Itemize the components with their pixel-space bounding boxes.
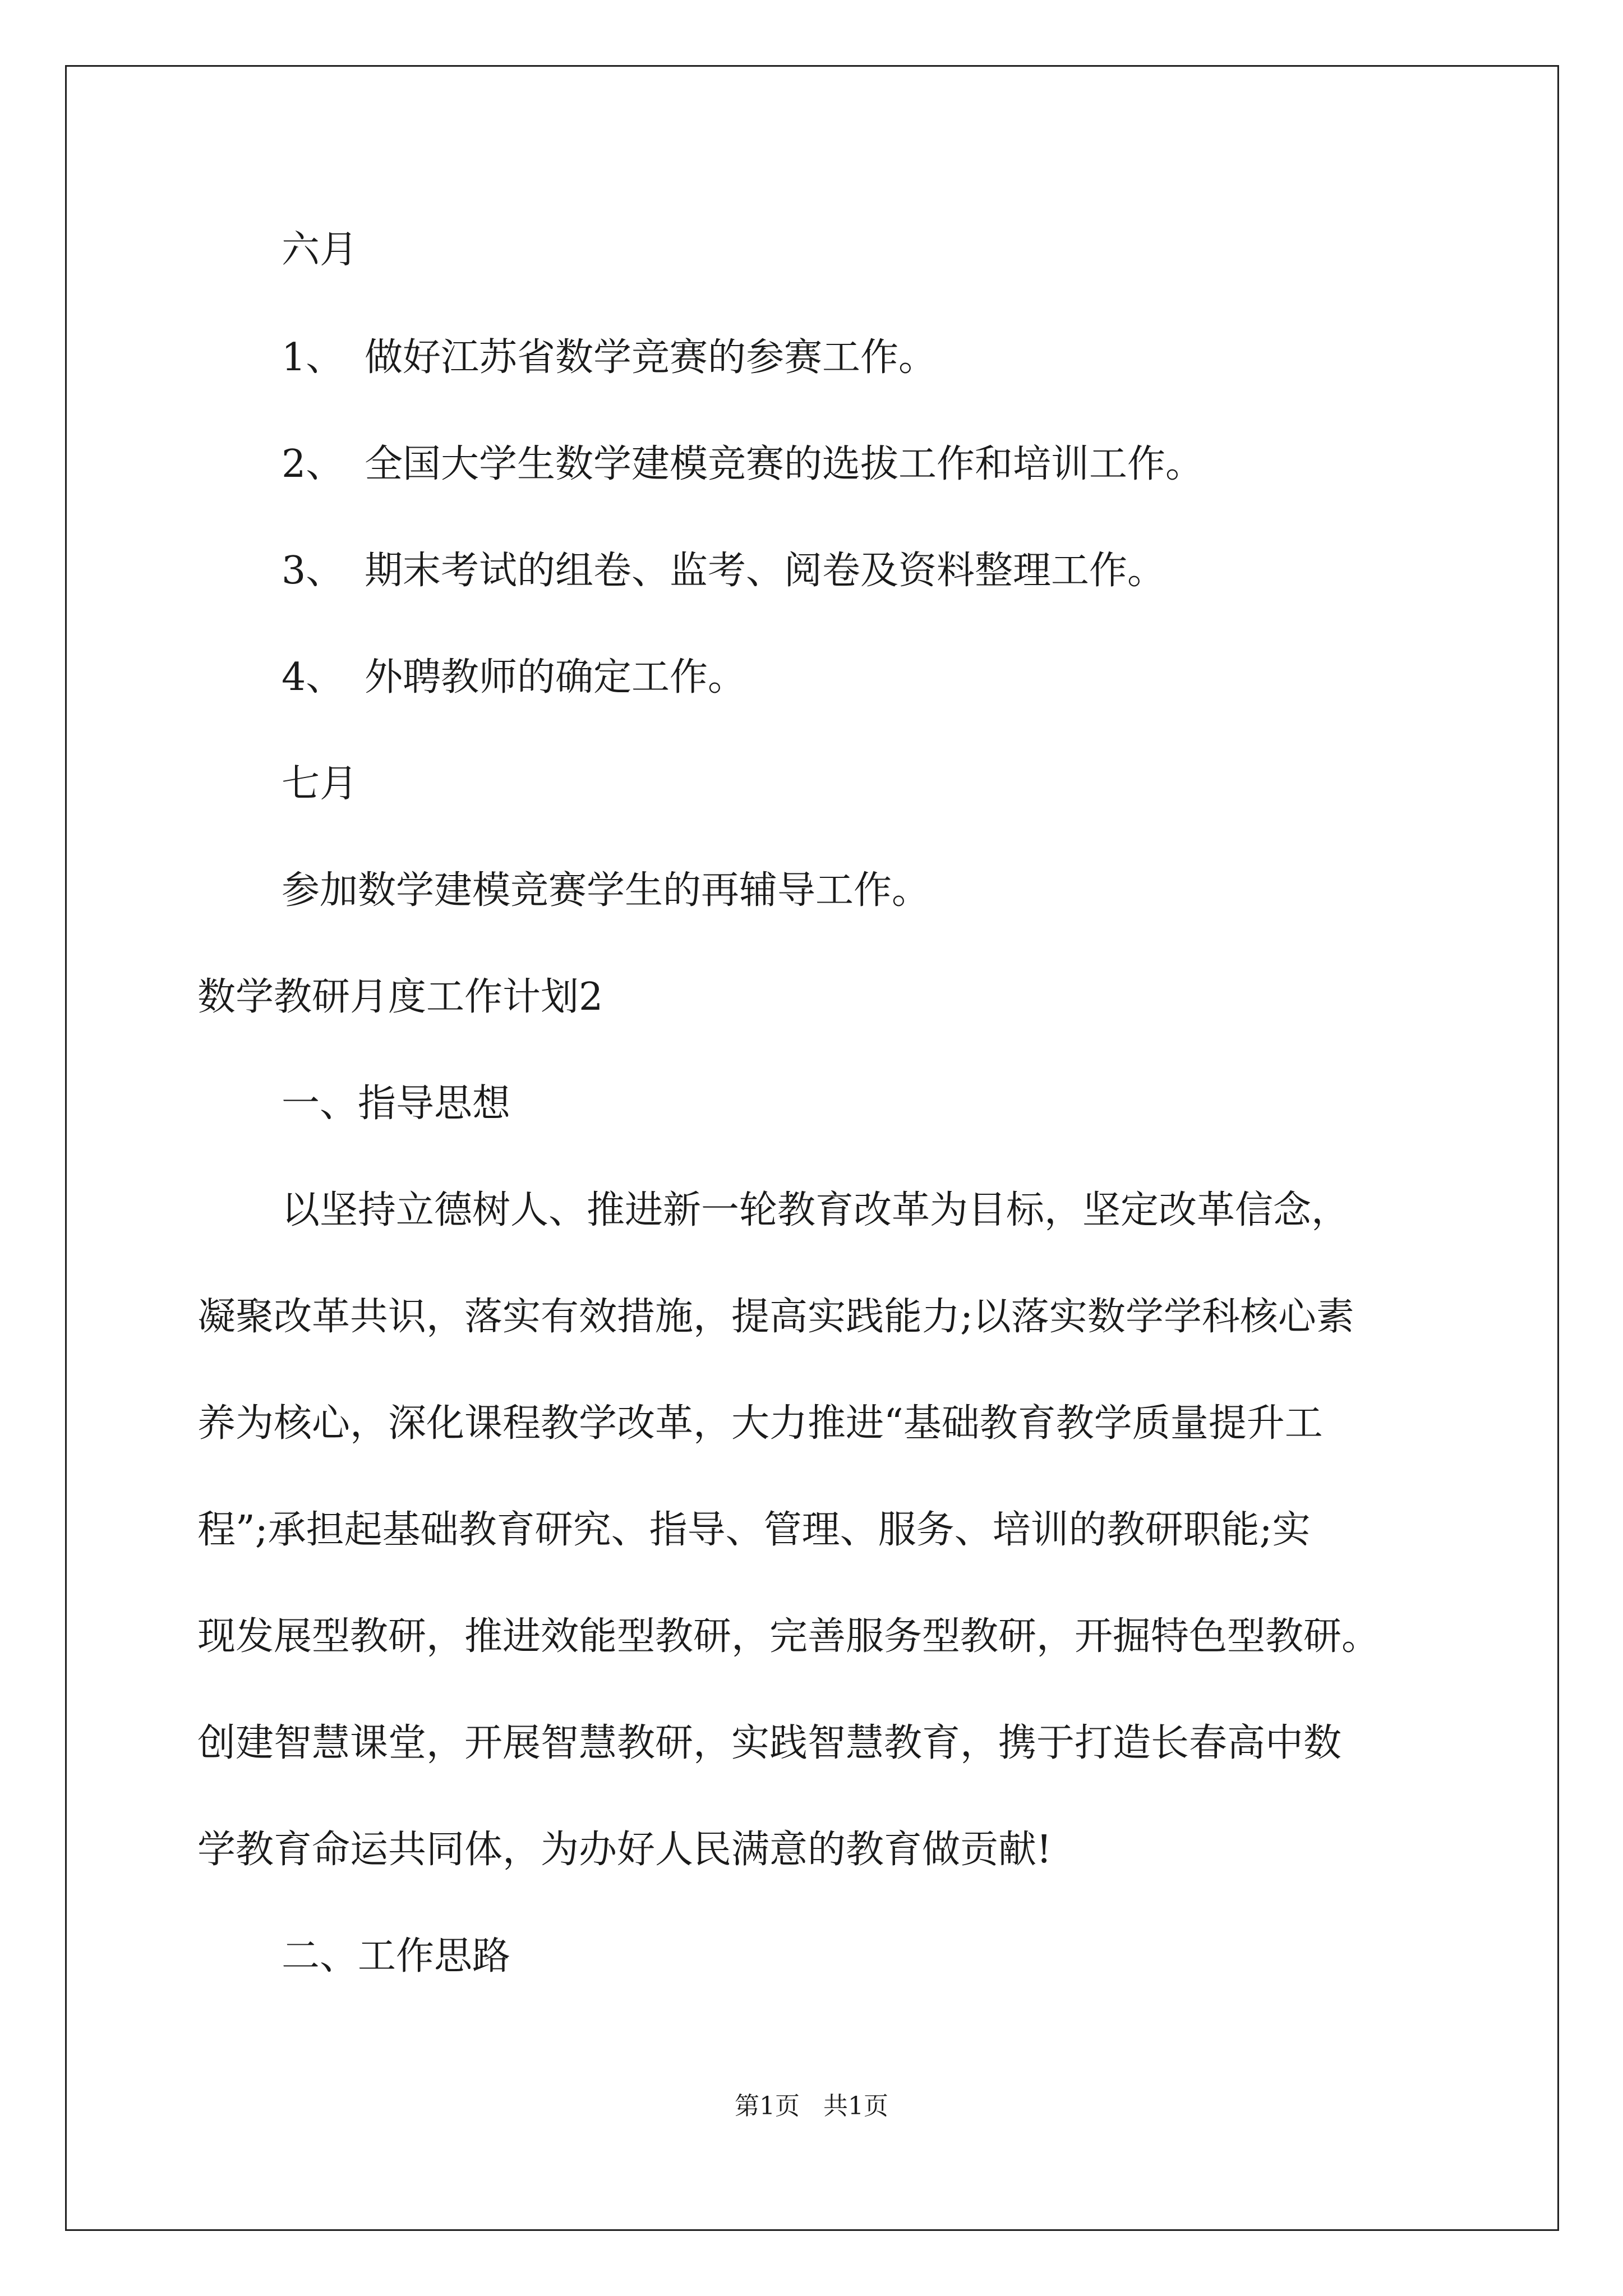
guiding-line-5: 现发展型教研，推进效能型教研，完善服务型教研，开掘特色型教研。 xyxy=(197,1614,1380,1659)
page-border xyxy=(65,65,1559,2231)
june-item-3-text: 期末考试的组卷、监考、阅卷及资料整理工作。 xyxy=(365,549,1166,593)
june-item-3-number: 3、 xyxy=(282,549,344,593)
june-item-3 xyxy=(282,549,1166,593)
guiding-line-4: 程”;承担起基础教育研究、指导、管理、服务、培训的教研职能;实 xyxy=(197,1508,1311,1552)
june-item-1-text: 做好江苏省数学竞赛的参赛工作。 xyxy=(365,335,937,380)
page-footer: 第1页 共1页 xyxy=(735,2092,888,2120)
july-text: 参加数学建模竞赛学生的再辅导工作。 xyxy=(282,868,930,913)
guiding-line-3: 养为核心，深化课程教学改革，大力推进“基础教育教学质量提升工 xyxy=(197,1401,1323,1446)
guiding-line-6: 创建智慧课堂，开展智慧教研，实践智慧教育，携于打造长春高中数 xyxy=(197,1721,1342,1765)
june-heading: 六月 xyxy=(282,228,358,272)
guiding-line-2: 凝聚改革共识，落实有效措施，提高实践能力;以落实数学学科核心素 xyxy=(197,1295,1354,1339)
june-item-4-text: 外聘教师的确定工作。 xyxy=(365,655,746,700)
june-item-4-number: 4、 xyxy=(282,655,344,700)
june-item-1-number: 1、 xyxy=(282,335,344,380)
guiding-line-7: 学教育命运共同体，为办好人民满意的教育做贡献! xyxy=(197,1828,1052,1872)
june-item-2 xyxy=(282,442,1204,486)
guiding-line-1: 以坚持立德树人、推进新一轮教育改革为目标，坚定改革信念， xyxy=(282,1188,1350,1232)
june-item-4 xyxy=(282,655,746,700)
guiding-heading: 一、指导思想 xyxy=(282,1082,511,1126)
july-heading: 七月 xyxy=(282,762,358,806)
june-item-2-number: 2、 xyxy=(282,442,344,486)
june-item-1 xyxy=(282,335,937,380)
june-item-2-text: 全国大学生数学建模竞赛的选拔工作和培训工作。 xyxy=(365,442,1204,486)
work-heading: 二、工作思路 xyxy=(282,1934,511,1978)
plan2-title: 数学教研月度工作计划2 xyxy=(197,975,603,1019)
